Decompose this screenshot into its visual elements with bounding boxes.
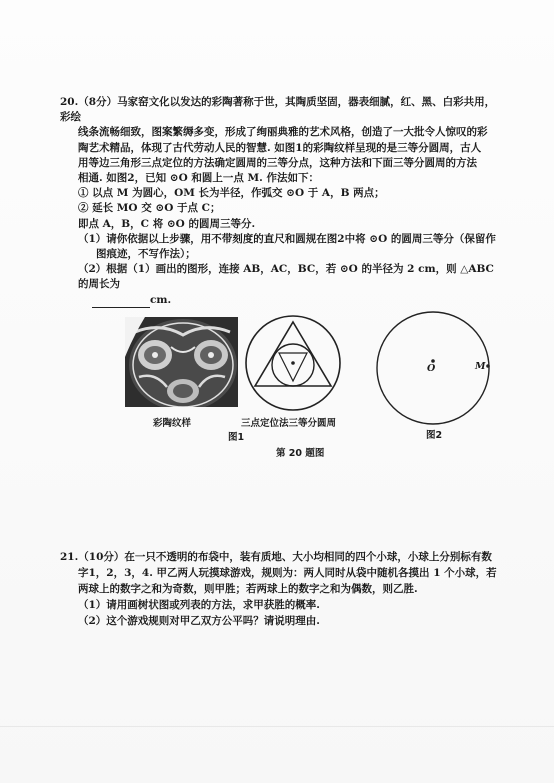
q20-part2-a: （2）根据（1）画出的图形，连接 AB，AC，BC，若 ⊙O 的半径为 2 cm，则 △ABC 的周长为 (78, 263, 494, 291)
center-dot (291, 361, 295, 365)
q21-part-1: （1）请用画树状图或列表的方法，求甲获胜的概率. (78, 599, 320, 611)
q21-line-1: 21.（10分）在一只不透明的布袋中，装有质地、大小均相同的四个小球，小球上分别标有数 (60, 551, 492, 563)
q21-line-2: 字1，2，3，4. 甲乙两人玩摸球游戏，规则为：两人同时从袋中随机各摸出 1 个小球，若 (78, 567, 497, 579)
q20-line-2: 线条流畅细致，图案繁缛多变，形成了绚丽典雅的艺术风格，创造了一大批令人惊叹的彩 (78, 126, 488, 139)
equilateral-triangle (255, 322, 331, 386)
label-o: O (427, 363, 436, 374)
figure-title: 第 20 题图 (276, 448, 325, 459)
q20-step-1: ① 以点 M 为圆心，OM 长为半径，作弧交 ⊙O 于 A，B 两点； (78, 187, 385, 200)
q20-line-4: 用等边三角形三点定位的方法确定圆周的三等分点，这种方法和下面三等分圆周的方法 (78, 156, 477, 169)
page-bottom-rule (0, 726, 554, 727)
q20-part1-b: 图痕迹，不写作法）； (96, 248, 196, 261)
inner-triangle (279, 353, 307, 381)
q20-part1-a: （1）请你依据以上步骤，用不带刻度的直尺和圆规在图2中将 ⊙O 的圆周三等分（保留作 (78, 232, 496, 245)
trisect-caption: 三点定位法三等分圆周 (241, 418, 337, 429)
q20-line-1: 20.（8分）马家窑文化以发达的彩陶著称于世，其陶质坚固，器表细腻，红、黑、白彩共用，彩绘 (60, 96, 496, 124)
q20-part2-unit: cm. (150, 293, 172, 306)
photo-caption: 彩陶纹样 (153, 418, 192, 429)
q21-line-3: 两球上的数字之和为奇数，则甲胜；若两球上的数字之和为偶数，则乙胜. (78, 583, 418, 595)
q20-line-3: 陶艺术精品，体现了古代劳动人民的智慧. 如图1的彩陶纹样呈现的是三等分圆周，古人 (78, 141, 482, 154)
pottery-photo (125, 317, 238, 407)
point-m-dot (486, 364, 490, 368)
q21-part-2: （2）这个游戏规则对甲乙双方公平吗？请说明理由. (78, 615, 320, 627)
pottery-pattern-image (125, 317, 238, 407)
question-21 (60, 549, 500, 629)
q20-step-2: ② 延长 MO 交 ⊙O 于点 C； (78, 202, 221, 215)
fig2-label: 图2 (426, 430, 443, 441)
fig1-label: 图1 (228, 432, 245, 443)
trisection-figure (243, 313, 343, 413)
q20-result: 即点 A，B，C 将 ⊙O 的圆周三等分. (78, 217, 256, 230)
q20-line-5: 相通. 如图2，已知 ⊙O 和圆上一点 M. 作法如下： (78, 172, 319, 185)
label-m: M (475, 361, 486, 372)
